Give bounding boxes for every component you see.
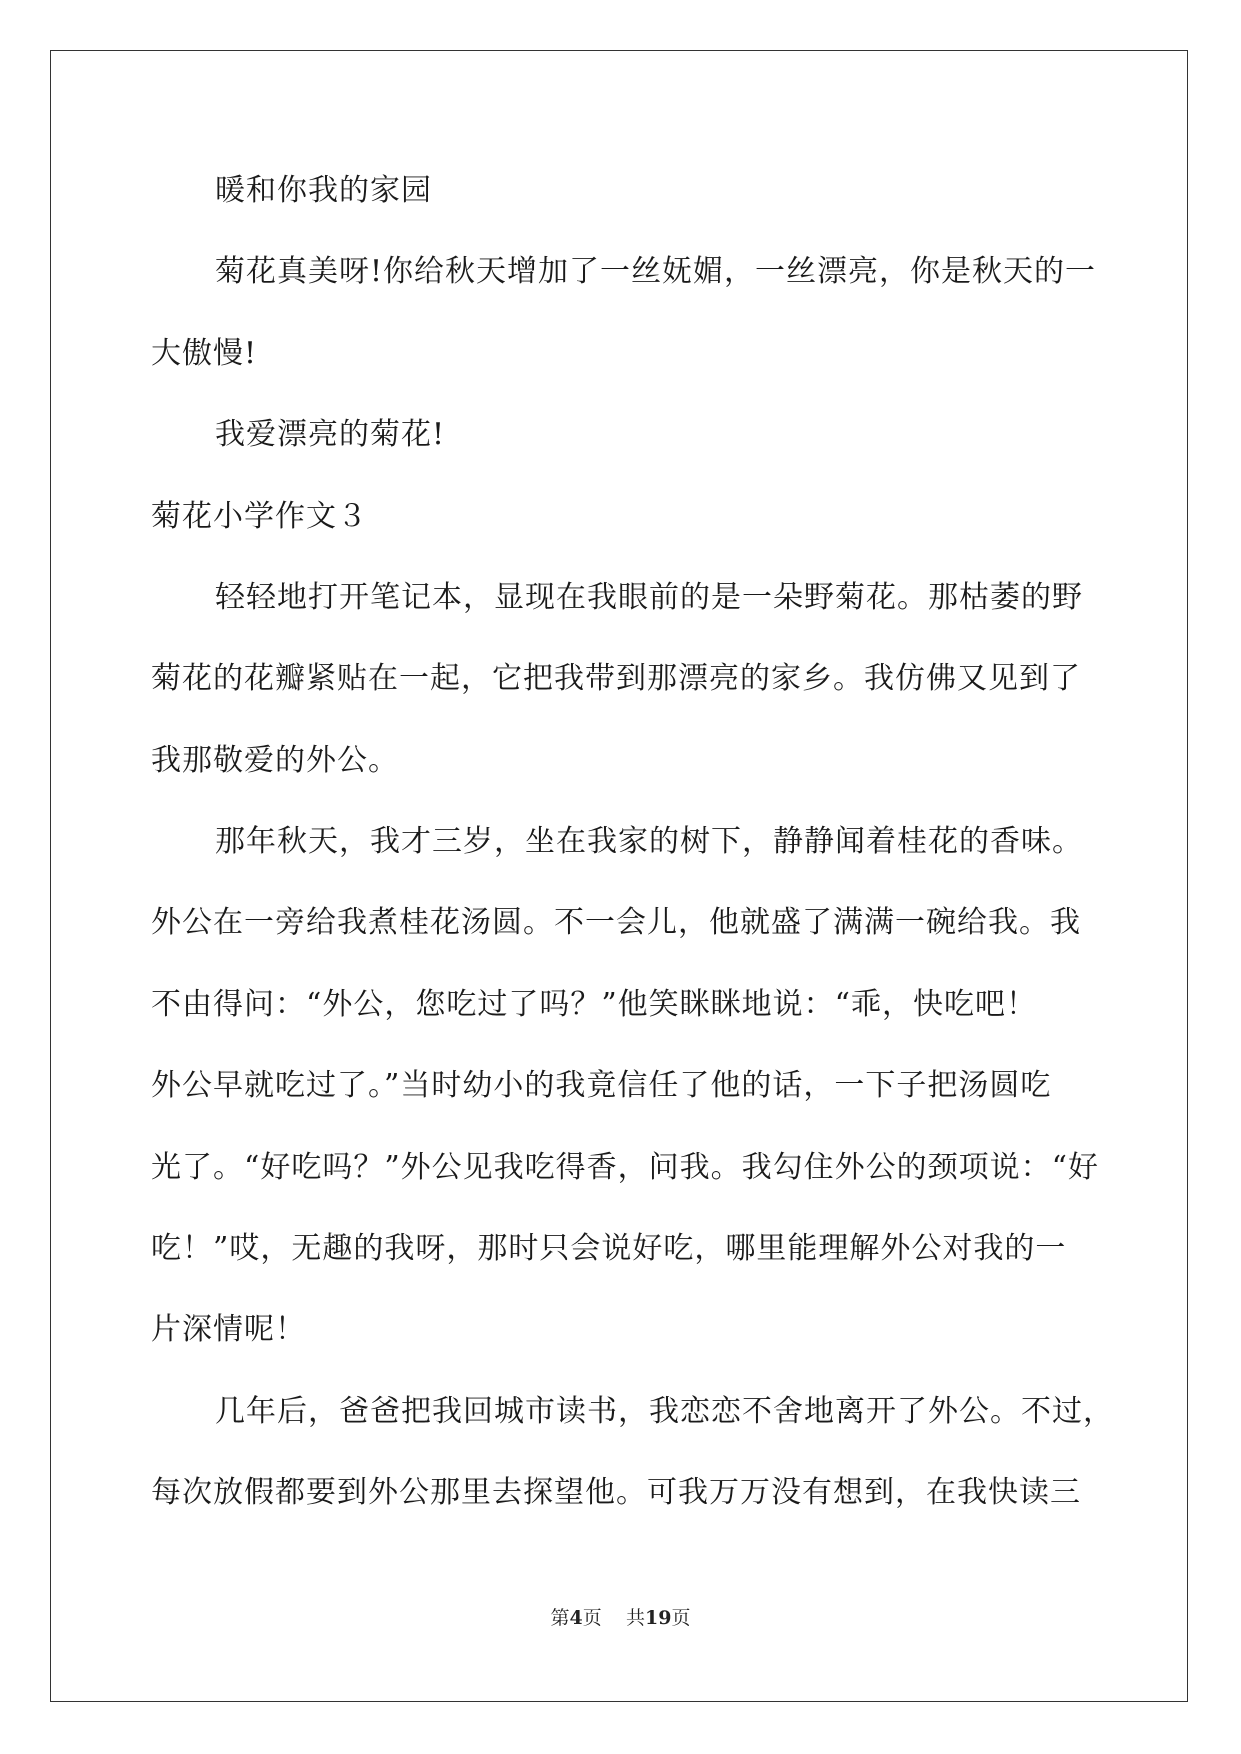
text-line: 轻轻地打开笔记本，显现在我眼前的是一朵野菊花。那枯萎的野 (215, 580, 1083, 615)
page-label-prefix: 第 (550, 1607, 570, 1629)
page-footer (0, 1606, 1241, 1630)
text-line: 几年后，爸爸把我回城市读书，我恋恋不舍地离开了外公。不过， (215, 1394, 1114, 1429)
text-line: 我那敬爱的外公。 (151, 743, 399, 778)
total-label-prefix: 共 (625, 1607, 645, 1629)
section-heading: 菊花小学作文３ (151, 499, 368, 534)
text-line: 菊花真美呀!你给秋天增加了一丝妩媚，一丝漂亮，你是秋天的一 (215, 254, 1097, 289)
text-line: 那年秋天，我才三岁，坐在我家的树下，静静闻着桂花的香味。 (215, 824, 1083, 859)
page-number: 4 (569, 1607, 583, 1629)
text-line: 菊花的花瓣紧贴在一起，它把我带到那漂亮的家乡。我仿佛又见到了 (151, 661, 1081, 696)
total-pages: 19 (644, 1607, 672, 1629)
text-line: 片深情呢！ (151, 1312, 306, 1347)
total-label-suffix: 页 (671, 1607, 691, 1629)
text-line: 不由得问：“外公，您吃过了吗？”他笑眯眯地说：“乖，快吃吧！ (151, 987, 1038, 1022)
text-line: 外公在一旁给我煮桂花汤圆。不一会儿，他就盛了满满一碗给我。我 (151, 905, 1081, 940)
text-line: 每次放假都要到外公那里去探望他。可我万万没有想到，在我快读三 (151, 1475, 1081, 1510)
text-line: 吃！”哎，无趣的我呀，那时只会说好吃，哪里能理解外公对我的一 (151, 1231, 1067, 1266)
text-line: 光了。“好吃吗？”外公见我吃得香，问我。我勾住外公的颈项说：“好 (151, 1150, 1100, 1185)
page-border (50, 50, 1188, 1702)
text-line: 我爱漂亮的菊花! (215, 417, 446, 452)
text-line: 大傲慢! (151, 336, 258, 371)
page-label-suffix: 页 (582, 1607, 602, 1629)
text-line: 暖和你我的家园 (215, 173, 432, 208)
text-line: 外公早就吃过了。”当时幼小的我竟信任了他的话，一下子把汤圆吃 (151, 1068, 1052, 1103)
